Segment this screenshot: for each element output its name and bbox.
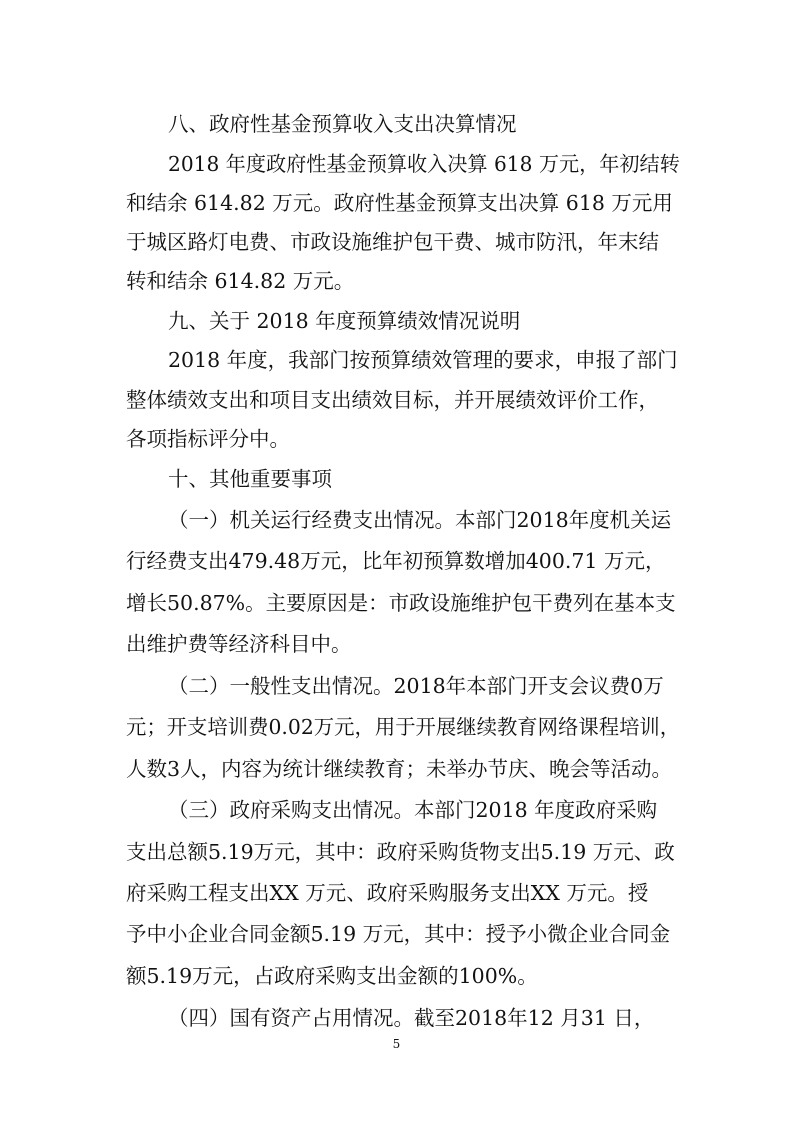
section-8-heading: 八、政府性基金预算收入支出决算情况 xyxy=(168,112,517,136)
item-3-line-2: 支出总额5.19万元，其中：政府采购货物支出5.19 万元、政 xyxy=(126,840,675,864)
item-3-line-1: （三）政府采购支出情况。本部门2018 年度政府采购 xyxy=(168,798,658,822)
item-1-line-3: 增长50.87%。主要原因是：市政设施维护包干费列在基本支 xyxy=(126,591,676,615)
item-1-line-4: 出维护费等经济科目中。 xyxy=(126,632,352,656)
item-3-line-4: 予中小企业合同金额5.19 万元，其中：授予小微企业合同金 xyxy=(126,922,671,946)
section-9-line-3: 各项指标评分中。 xyxy=(126,427,290,451)
section-9-heading: 九、关于 2018 年度预算绩效情况说明 xyxy=(168,309,521,333)
item-2-line-3: 人数3人，内容为统计继续教育；未举办节庆、晚会等活动。 xyxy=(126,757,673,781)
item-3-line-3: 府采购工程支出XX 万元、政府采购服务支出XX 万元。授 xyxy=(126,881,649,905)
item-1-line-2: 行经费支出479.48万元，比年初预算数增加400.71 万元， xyxy=(126,549,666,573)
item-2-line-1: （二）一般性支出情况。2018年本部门开支会议费0万 xyxy=(168,674,664,698)
section-9-line-2: 整体绩效支出和项目支出绩效目标，并开展绩效评价工作， xyxy=(126,388,659,412)
item-3-line-5: 额5.19万元，占政府采购支出金额的100%。 xyxy=(126,964,538,988)
item-4-line-1: （四）国有资产占用情况。截至2018年12 月31 日， xyxy=(168,1006,655,1030)
section-10-heading: 十、其他重要事项 xyxy=(168,467,332,491)
section-8-line-3: 于城区路灯电费、市政设施维护包干费、城市防汛，年末结 xyxy=(126,230,659,254)
item-2-line-2: 元；开支培训费0.02万元，用于开展继续教育网络课程培训， xyxy=(126,715,681,739)
page-number: 5 xyxy=(392,1037,401,1051)
section-8-line-2: 和结余 614.82 万元。政府性基金预算支出决算 618 万元用 xyxy=(126,191,673,215)
section-8-line-1: 2018 年度政府性基金预算收入决算 618 万元，年初结转 xyxy=(168,152,680,176)
item-1-line-1: （一）机关运行经费支出情况。本部门2018年度机关运 xyxy=(168,508,672,532)
section-8-line-4: 转和结余 614.82 万元。 xyxy=(126,269,355,293)
section-9-line-1: 2018 年度，我部门按预算绩效管理的要求，申报了部门 xyxy=(168,348,678,372)
